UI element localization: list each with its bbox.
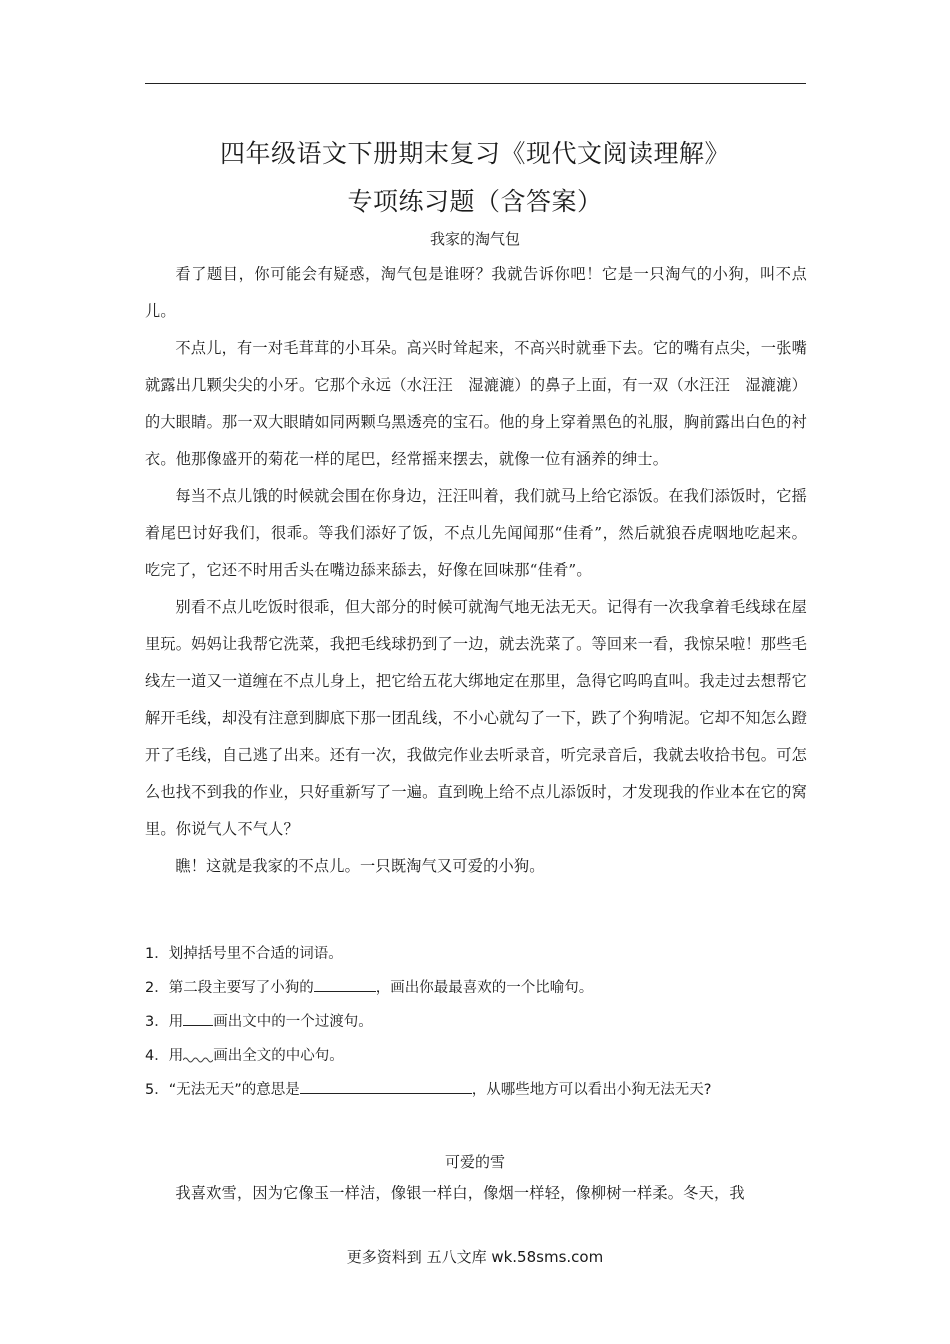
story1-paragraph-1: 看了题目，你可能会有疑惑，淘气包是谁呀？我就告诉你吧！它是一只淘气的小狗，叫不点儿。 <box>145 265 807 320</box>
story1-paragraph-4: 别看不点儿吃饭时很乖，但大部分的时候可就淘气地无法无天。记得有一次我拿着毛线球在屋里玩。妈妈让我帮它洗菜，我把毛线球扔到了一边，就去洗菜了。等回来一看，我惊呆啦！那些毛线左一道又一道缠在不点儿身上，把它给五花大绑地定在那里，急得它呜呜直叫。我走过去想帮它解开毛线，却没有注意到脚底下那一团乱线，不小心就勾了一下，跌了个狗啃泥。它却不知怎么蹬开了毛线，自己逃了出来。还有一次，我做完作业去听录音，听完录音后，我就去收拾书包。可怎么也找不到我的作业，只好重新写了一遍。直到晚上给不点儿添饭时，才发现我的作业本在它的窝里。你说气人不气人？ <box>145 598 807 838</box>
story1-paragraph-3: 每当不点儿饿的时候就会围在你身边，汪汪叫着，我们就马上给它添饭。在我们添饭时，它摇着尾巴讨好我们，很乖。等我们添好了饭，不点儿先闻闻那“佳肴”，然后就狼吞虎咽地吃起来。吃完了，它还不时用舌头在嘴边舔来舔去，好像在回味那“佳肴”。 <box>145 487 807 579</box>
story1-body <box>145 256 807 885</box>
question-list <box>145 937 807 1107</box>
question-3-text-before: 3．用 <box>145 1014 184 1030</box>
document-title-line1: 四年级语文下册期末复习《现代文阅读理解》 <box>219 139 730 168</box>
story2-paragraph-1: 我喜欢雪，因为它像玉一样洁，像银一样白，像烟一样轻，像柳树一样柔。冬天，我 <box>175 1184 745 1202</box>
question-1: 1．划掉括号里不合适的词语。 <box>145 946 343 962</box>
question-4-text-after: 画出全文的中心句。 <box>213 1048 344 1064</box>
question-5-text-before: 5．“无法无天”的意思是 <box>145 1082 300 1098</box>
question-4-text-before: 4．用 <box>145 1048 184 1064</box>
story2-title: 可爱的雪 <box>444 1153 505 1171</box>
story1-paragraph-5: 瞧！这就是我家的不点儿。一只既淘气又可爱的小狗。 <box>175 857 545 875</box>
document-title-line2: 专项练习题（含答案） <box>347 187 603 216</box>
question-5-text-after: ，从哪些地方可以看出小狗无法无天? <box>471 1082 712 1098</box>
question-3 <box>145 1005 807 1039</box>
story1-title: 我家的淘气包 <box>429 230 520 248</box>
wavy-underline-mark <box>183 1042 213 1060</box>
story2-body <box>145 1175 807 1212</box>
answer-blank[interactable] <box>300 1076 472 1094</box>
question-5 <box>145 1073 807 1107</box>
answer-blank[interactable] <box>314 974 376 992</box>
question-4 <box>145 1039 807 1073</box>
question-2-text-before: 2．第二段主要写了小狗的 <box>145 980 314 996</box>
question-3-text-after: 画出文中的一个过渡句。 <box>213 1014 373 1030</box>
footer-watermark: 更多资料到 五八文库 wk.58sms.com <box>346 1248 604 1266</box>
question-2 <box>145 971 807 1005</box>
question-2-text-after: ，画出你最最喜欢的一个比喻句。 <box>375 980 594 996</box>
header-rule <box>145 83 806 84</box>
story1-paragraph-2: 不点儿，有一对毛茸茸的小耳朵。高兴时耸起来，不高兴时就垂下去。它的嘴有点尖，一张嘴就露出几颗尖尖的小牙。它那个永远（水汪汪 湿漉漉）的鼻子上面，有一双（水汪汪 湿漉漉）的大眼睛。那一双大眼睛如同两颗乌黑透亮的宝石。他的身上穿着黑色的礼服，胸前露出白色的衬衣。他那像盛开的菊花一样的尾巴，经常摇来摆去，就像一位有涵养的绅士。 <box>145 339 807 468</box>
straight-underline-mark <box>183 1008 213 1026</box>
